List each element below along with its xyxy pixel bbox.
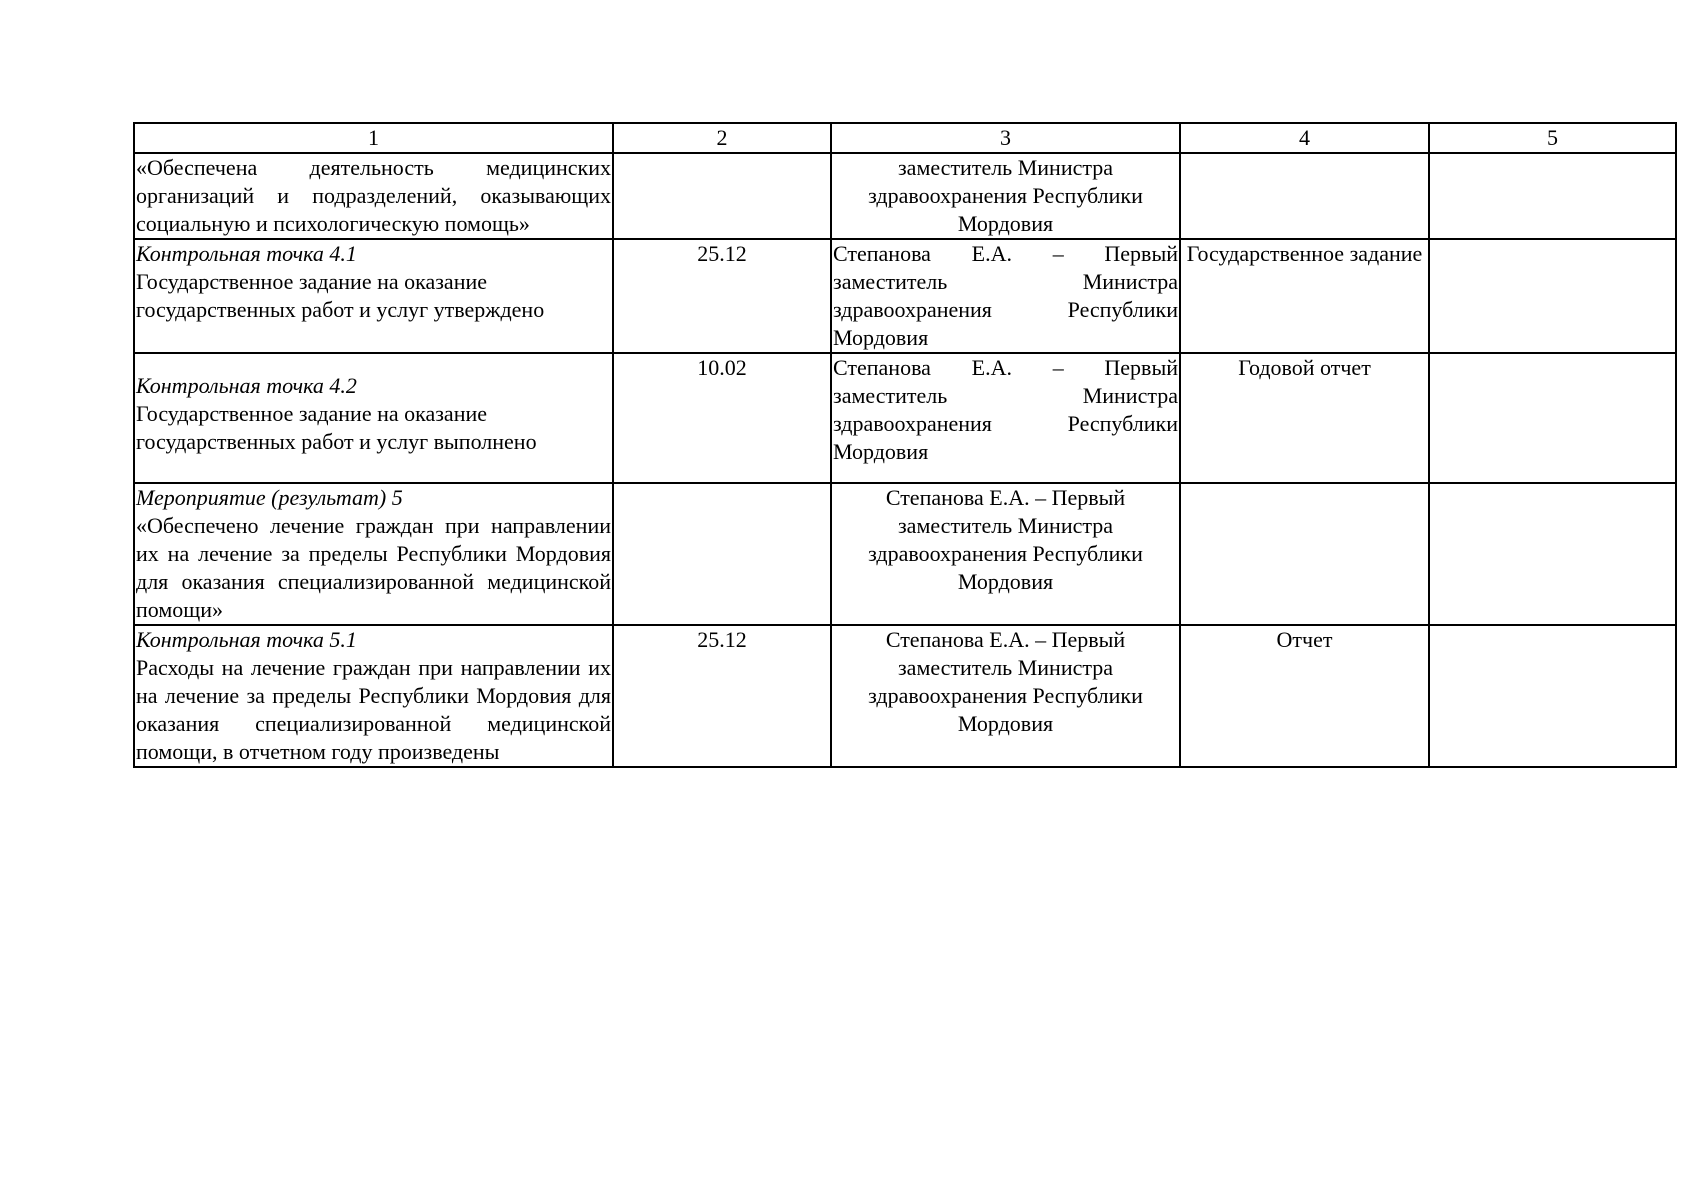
responsible-cell: Степанова Е.А. – Первый заместитель Министра здравоохранения Республики Мордовия <box>831 353 1180 483</box>
header-cell-4: 4 <box>1180 123 1429 153</box>
responsible-cell: заместитель Министра здравоохранения Республики Мордовия <box>831 153 1180 239</box>
checkpoint-description: Государственное задание на оказание государственных работ и услуг выполнено <box>136 401 537 454</box>
deadline-cell <box>613 483 831 625</box>
note-cell <box>1429 625 1676 767</box>
deadline-cell: 25.12 <box>613 625 831 767</box>
checkpoint-description: Государственное задание на оказание государственных работ и услуг утверждено <box>136 269 545 322</box>
document-type-cell: Годовой отчет <box>1180 353 1429 483</box>
header-cell-1: 1 <box>134 123 613 153</box>
table-header-row <box>134 123 1676 153</box>
document-type-cell: Отчет <box>1180 625 1429 767</box>
responsible-cell: Степанова Е.А. – Первый заместитель Министра здравоохранения Республики Мордовия <box>831 483 1180 625</box>
checkpoint-title: Контрольная точка 5.1 <box>136 627 357 652</box>
note-cell <box>1429 153 1676 239</box>
table-row <box>134 153 1676 239</box>
document-type-cell: Государственное задание <box>1180 239 1429 353</box>
responsible-cell: Степанова Е.А. – Первый заместитель Министра здравоохранения Республики Мордовия <box>831 625 1180 767</box>
header-cell-3: 3 <box>831 123 1180 153</box>
activity-cell <box>134 483 613 625</box>
checkpoint-cell <box>134 625 613 767</box>
checkpoint-title: Контрольная точка 4.2 <box>136 373 357 398</box>
note-cell <box>1429 353 1676 483</box>
checkpoint-title: Контрольная точка 4.1 <box>136 241 357 266</box>
header-cell-2: 2 <box>613 123 831 153</box>
checkpoint-cell <box>134 353 613 483</box>
note-cell <box>1429 483 1676 625</box>
header-cell-5: 5 <box>1429 123 1676 153</box>
checkpoint-cell <box>134 239 613 353</box>
checkpoint-description: Расходы на лечение граждан при направлении их на лечение за пределы Республики Мордовия для оказания специализированной медицинской помощи, в отчетном году произведены <box>136 655 611 764</box>
deadline-cell: 25.12 <box>613 239 831 353</box>
responsible-cell: Степанова Е.А. – Первый заместитель Министра здравоохранения Республики Мордовия <box>831 239 1180 353</box>
deadline-cell <box>613 153 831 239</box>
table-row <box>134 239 1676 353</box>
document-type-cell <box>1180 483 1429 625</box>
table-row <box>134 625 1676 767</box>
activity-description: «Обеспечено лечение граждан при направлении их на лечение за пределы Республики Мордовия для оказания специализированной медицинской помощи» <box>136 513 611 622</box>
table-row <box>134 483 1676 625</box>
note-cell <box>1429 239 1676 353</box>
activity-description: «Обеспечена деятельность медицинских организаций и подразделений, оказывающих социальную и психологическую помощь» <box>134 153 613 239</box>
activity-title: Мероприятие (результат) 5 <box>136 485 403 510</box>
table-row <box>134 353 1676 483</box>
deadline-cell: 10.02 <box>613 353 831 483</box>
document-type-cell <box>1180 153 1429 239</box>
document-table <box>133 122 1677 768</box>
